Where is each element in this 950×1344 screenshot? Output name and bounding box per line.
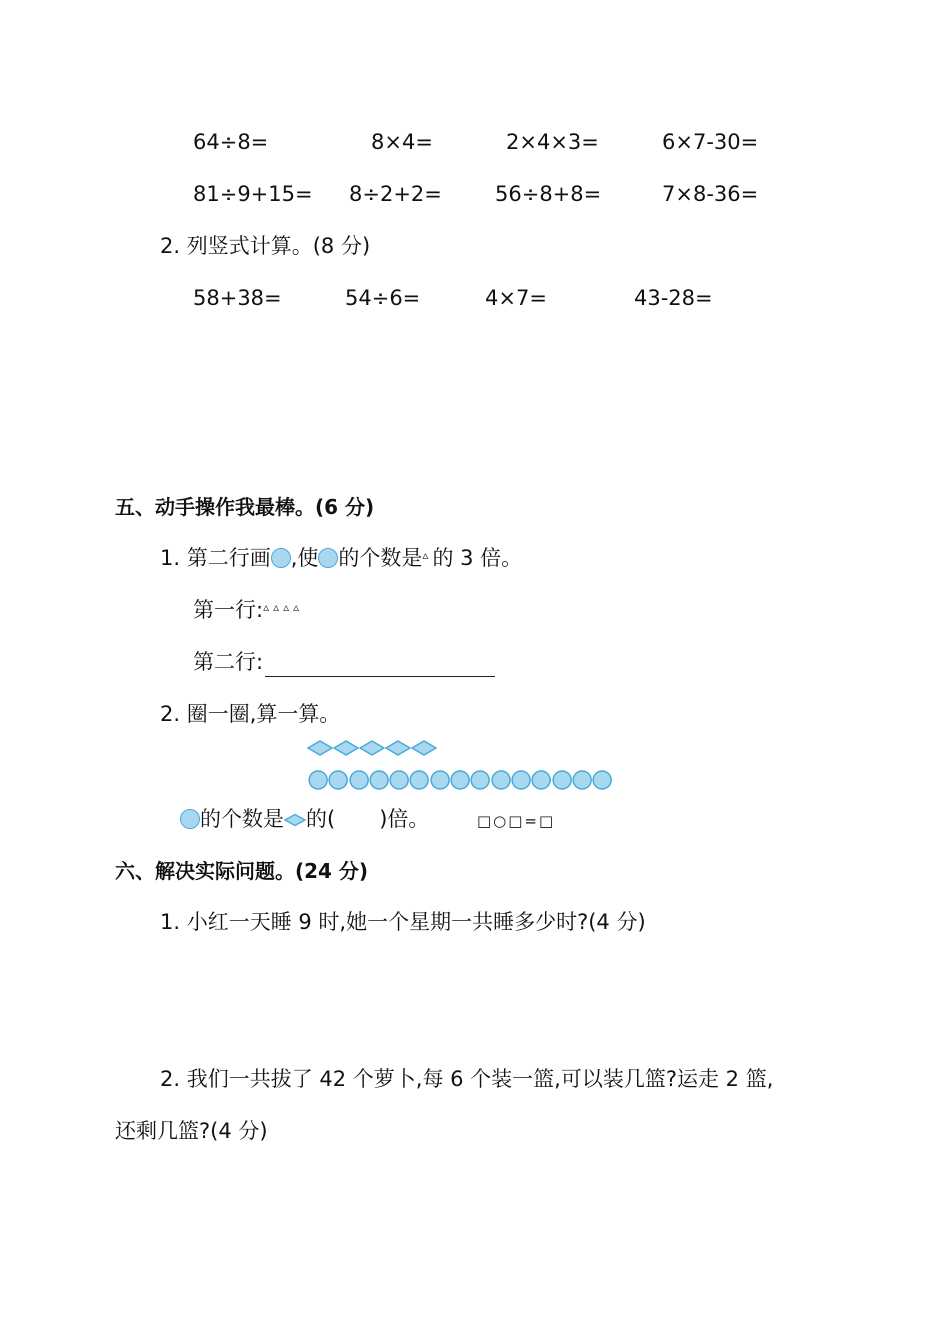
circle-icon	[328, 770, 348, 790]
circle-icon	[389, 770, 409, 790]
answer-sentence	[180, 809, 429, 830]
question-text: 1. 第二行画	[160, 546, 271, 570]
row-label: 第一行:	[193, 598, 264, 622]
circle-icon	[409, 770, 429, 790]
question-text: 的个数是	[338, 546, 423, 570]
circle-icon	[531, 770, 551, 790]
calc-item: 4×7=	[485, 286, 547, 310]
calc-item: 54÷6=	[345, 286, 421, 310]
calc-item: 58+38=	[193, 286, 282, 310]
circle-icon	[450, 770, 470, 790]
circle-icon	[552, 770, 572, 790]
diamond-icon	[333, 740, 359, 756]
circle-icon	[572, 770, 592, 790]
circle-icon	[271, 548, 291, 568]
section-heading: 五、动手操作我最棒。(6 分)	[115, 495, 375, 519]
circle-icon	[369, 770, 389, 790]
answer-line[interactable]	[265, 676, 495, 677]
circle-row	[308, 770, 612, 790]
calc-item: 64÷8=	[193, 130, 269, 154]
triangle-icon: ▵	[422, 548, 433, 562]
answer-text: 的(	[306, 807, 336, 831]
calc-item: 56÷8+8=	[495, 182, 602, 206]
row-one	[193, 600, 303, 621]
circle-icon	[592, 770, 612, 790]
circle-icon	[491, 770, 511, 790]
calc-item: 8×4=	[371, 130, 433, 154]
diamond-icon	[284, 813, 306, 827]
diamond-icon	[411, 740, 437, 756]
circle-icon	[470, 770, 490, 790]
circle-icon	[349, 770, 369, 790]
answer-text: 的个数是	[200, 807, 284, 831]
question-text: ,使	[290, 546, 319, 570]
row-two-label: 第二行:	[193, 650, 264, 674]
calc-item: 2×4×3=	[506, 130, 599, 154]
circle-icon	[430, 770, 450, 790]
calc-item: 7×8-36=	[662, 182, 759, 206]
calc-item: 43-28=	[634, 286, 713, 310]
calc-item: 8÷2+2=	[349, 182, 442, 206]
calc-item: 6×7-30=	[662, 130, 759, 154]
section-heading: 六、解决实际问题。(24 分)	[115, 859, 369, 883]
question-text: 的 3 倍。	[432, 546, 523, 570]
diamond-icon	[307, 740, 333, 756]
question-title: 2. 圈一圈,算一算。	[160, 702, 341, 726]
question-1: 1. 小红一天睡 9 时,她一个星期一共睡多少时?(4 分)	[160, 910, 646, 934]
circle-icon	[180, 809, 200, 829]
diamond-row	[307, 740, 437, 756]
diamond-icon	[385, 740, 411, 756]
formula: □○□=□	[477, 812, 556, 830]
answer-text: )倍。	[379, 807, 430, 831]
circle-icon	[308, 770, 328, 790]
circle-icon	[511, 770, 531, 790]
question-2-line2: 还剩几篮?(4 分)	[115, 1119, 268, 1143]
calc-item: 81÷9+15=	[193, 182, 313, 206]
diamond-icon	[359, 740, 385, 756]
triangles: ▵▵▵▵	[263, 600, 304, 614]
circle-icon	[318, 548, 338, 568]
question-title: 2. 列竖式计算。(8 分)	[160, 234, 371, 258]
question-2-line1: 2. 我们一共拔了 42 个萝卜,每 6 个装一篮,可以装几篮?运走 2 篮,	[160, 1067, 774, 1091]
question-1	[160, 548, 522, 569]
